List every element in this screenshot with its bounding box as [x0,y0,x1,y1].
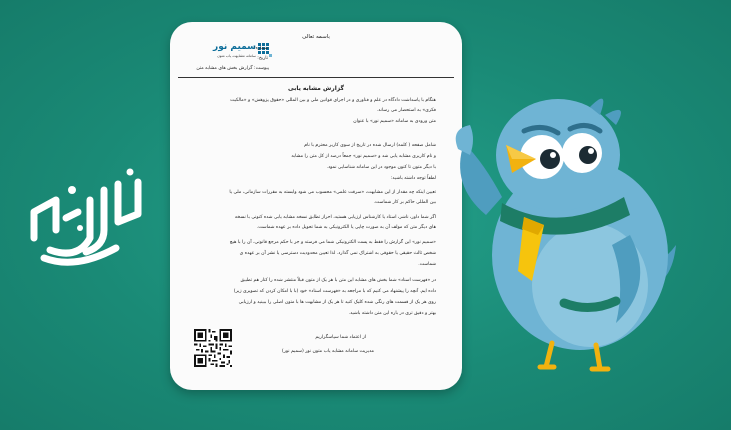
paragraph-line: با دیگر متون تا کنون موجود در این سامانه شناسایی نمود. [326,165,436,170]
paragraph-line: بین المللی حاکم بر کار شماست. [373,200,436,205]
paragraph-line: اگر شما داور، ناشر، استاد یا کارشناس ارزیابی هستید، احراز تطابق نسخه مشابه یابی شده کنونی با نسخه [234,215,436,220]
paragraph-line: و نام کاربری مشابه یابی شد و «سمیم نور» جمعاً درصد از کل متن را مشابه [291,154,436,159]
meta-date: تاریخ: [257,56,268,61]
meta-number: شماره: [253,46,268,51]
paragraph-line: هنگام با پاسداشت دادگاه در علم و فناوری و در اجرای قوانین ملی و بین المللی «حقوق پژوهش» و «مالکیت [230,98,436,103]
paragraph-line: شماست. [418,262,436,267]
paragraph-line: های دیگر متن که مولف آن به صورت چاپی یا الکترونیکی به شما تحویل داده بر عهده شماست. [256,225,436,230]
paragraph-line: «سمیم نور» این گزارش را فقط به پست الکترونیکی شما می فرستد و جز با حکم مرجع قانونی، آن را با هیچ [229,240,436,245]
report-document [170,22,462,390]
closing-text: از اعتماد شما سپاسگزاریم [315,335,366,340]
paragraph-line: فکری» به استحضار می رساند. [376,108,436,113]
bird-mascot-icon [440,85,680,375]
calligraphy-logo-icon [20,160,150,270]
paragraph-line: شامل صفحه ( کلمه) ارسال شده در تاریخ از سوی کاربر محترم با نام [304,143,436,148]
paragraph-line: لطفاً توجه داشته باشید: [390,176,436,181]
header-divider [178,77,454,78]
brand-name: سمیم نور [213,42,256,52]
qr-code-icon[interactable] [194,329,232,367]
paragraph-line: شخص ثالث حقیقی یا حقوقی به اشتراک نمی گذارد. لذا تعیین محدودیت دسترسی یا نشر آن بر عهده ی [239,251,436,256]
meta-attachment: پیوست: گزارش بخش های مشابه متن [196,66,269,71]
report-title: گزارش مشابه یابی [288,85,344,92]
paragraph-line: تعیین اینکه چه مقدار از این مشابهت، «سرقت علمی» محسوب می شود وابسته به مقررات سازمانی، ملی یا [229,190,436,195]
paragraph-line: در «فهرست اسناد» شما بخش های مشابه این متن با هر یک از متون قبلاً منتشر شده را کنار هم تطبیق [240,278,436,283]
paragraph-line: داده ایم. آنچه را پیشنهاد می کنیم که با مراجعه به «فهرست اسناد» خود (با با امکان کردن کد تصویری زیر) [233,289,436,294]
basmala: باسمه تعالی [302,34,330,40]
signature-text: مدیریت سامانه مشابه یاب متون نور (سمیم نور) [281,349,374,354]
paragraph-line: متن ورودی به سامانه «سمیم نور» با عنوان [353,119,436,124]
paragraph-line: بهتر و دقیق تری در باره این متن داشته باشید. [348,311,436,316]
paragraph-line: روی هر یک از قسمت های رنگی شده کلیک کنید تا هر یک از مشابهت ها با متون اصلی را ببینید و ارزیابی [238,300,436,305]
brand-tagline: سامانه مشابهت یاب متون [217,54,256,58]
